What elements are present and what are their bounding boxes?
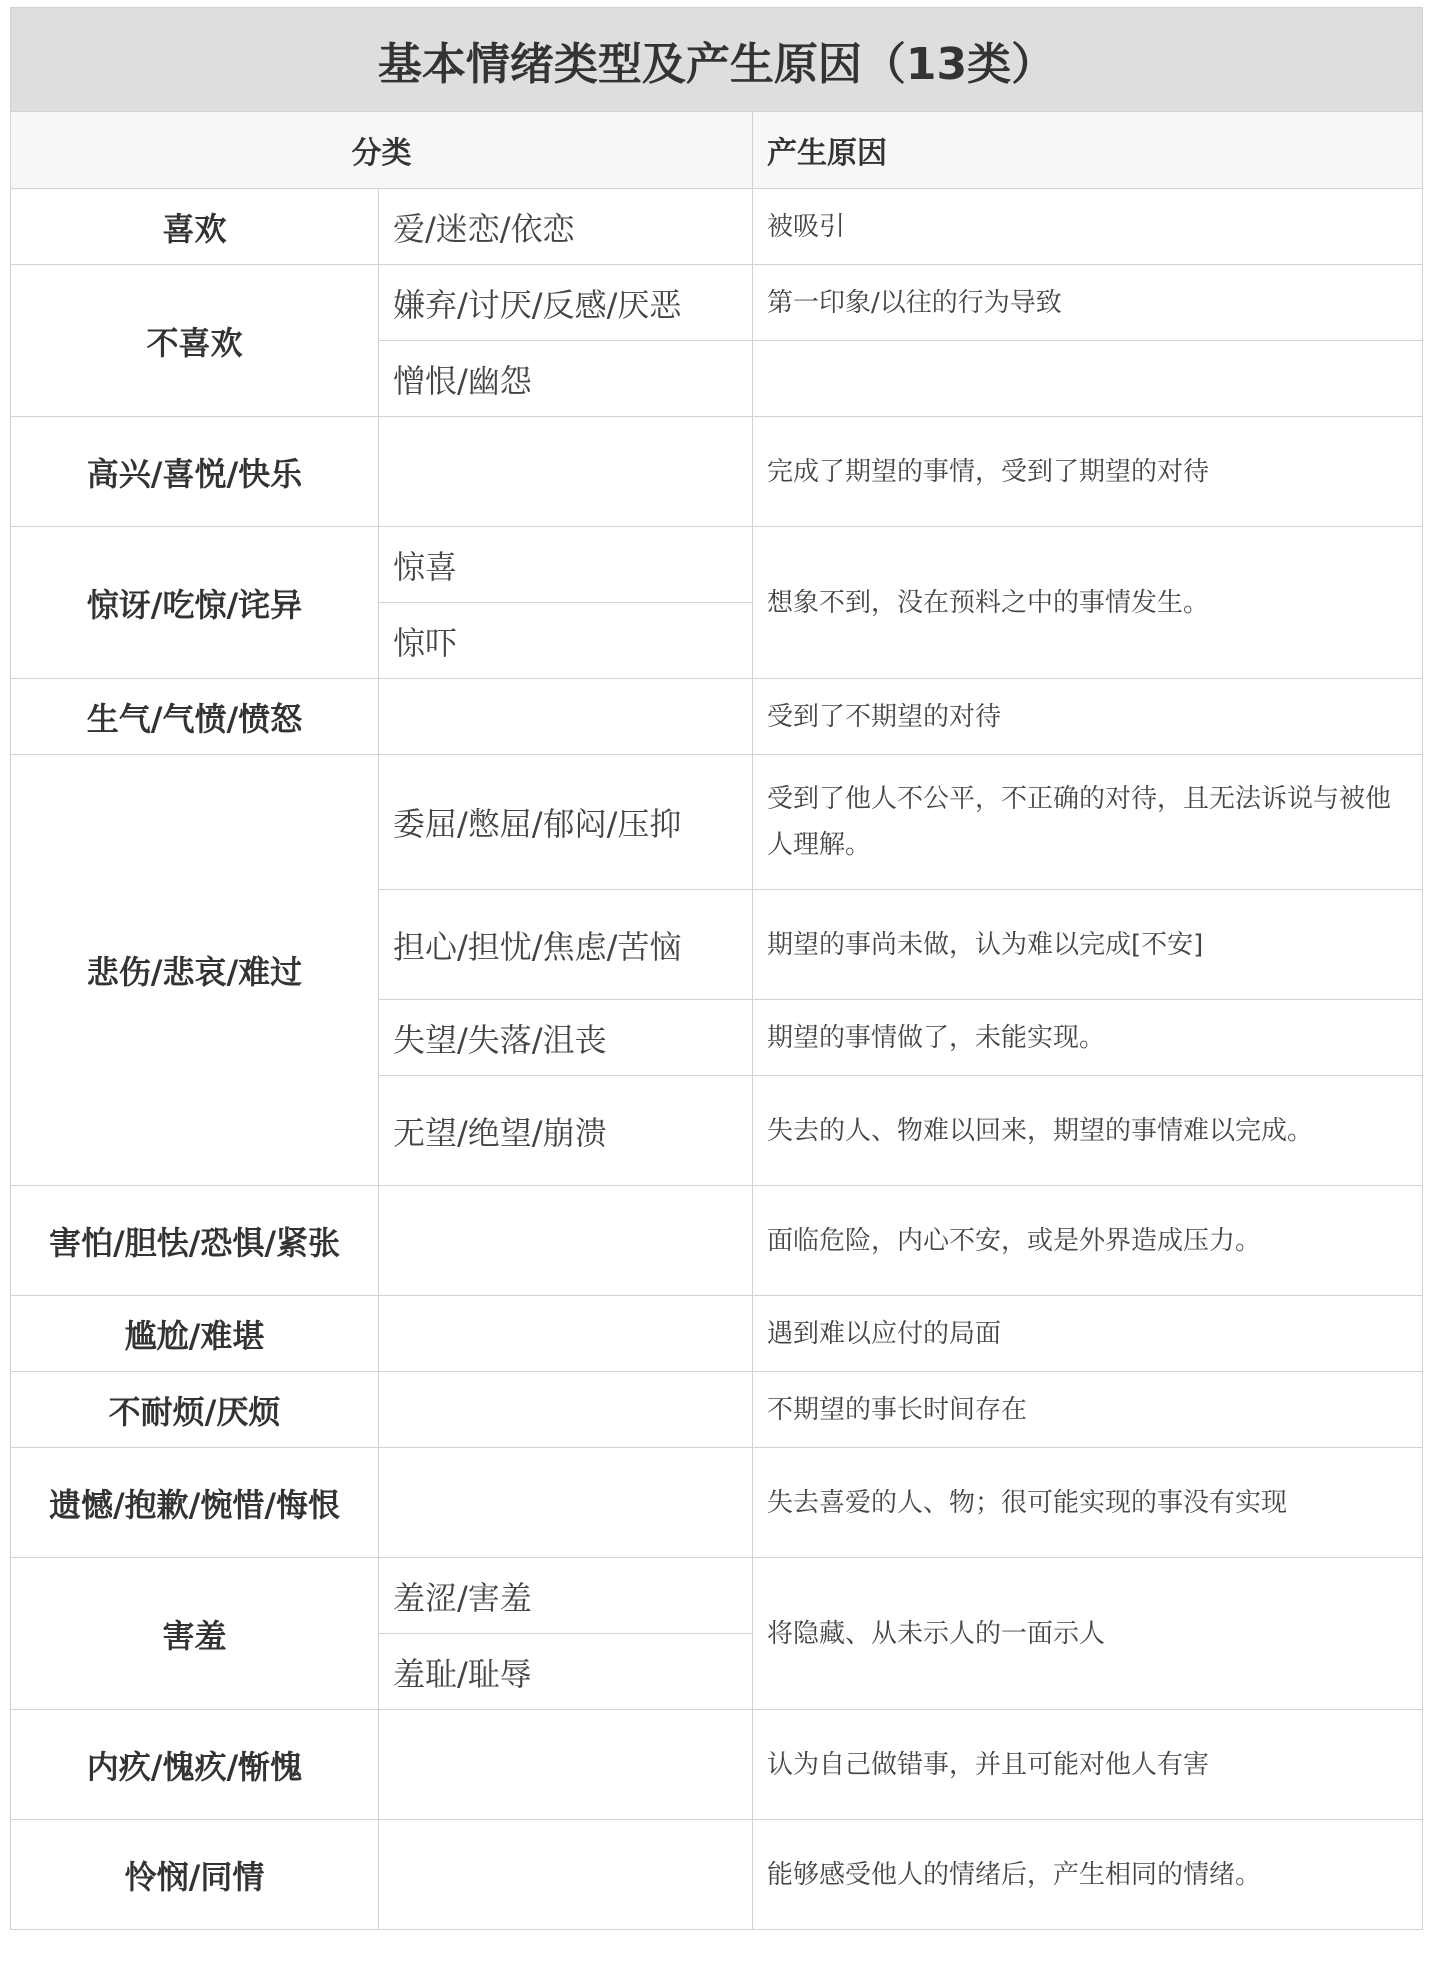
subcategory xyxy=(379,1372,753,1448)
category-name: 悲伤/悲哀/难过 xyxy=(11,755,379,1186)
table-row xyxy=(11,1558,1423,1634)
subcategory: 羞涩/害羞 xyxy=(379,1558,753,1634)
emotion-table-sheet xyxy=(10,7,1422,1930)
reason: 被吸引 xyxy=(753,189,1423,265)
reason: 想象不到，没在预料之中的事情发生。 xyxy=(753,527,1423,679)
reason: 受到了不期望的对待 xyxy=(753,679,1423,755)
subcategory xyxy=(379,1820,753,1930)
category-name: 害怕/胆怯/恐惧/紧张 xyxy=(11,1186,379,1296)
reason: 期望的事尚未做，认为难以完成[不安] xyxy=(753,890,1423,1000)
table-row xyxy=(11,1710,1423,1820)
subcategory xyxy=(379,417,753,527)
table-row xyxy=(11,755,1423,890)
emotion-table xyxy=(10,7,1423,1930)
table-row xyxy=(11,1372,1423,1448)
reason: 面临危险，内心不安，或是外界造成压力。 xyxy=(753,1186,1423,1296)
reason: 受到了他人不公平，不正确的对待，且无法诉说与被他人理解。 xyxy=(753,755,1423,890)
subcategory xyxy=(379,1186,753,1296)
category-name: 不耐烦/厌烦 xyxy=(11,1372,379,1448)
category-name: 内疚/愧疚/惭愧 xyxy=(11,1710,379,1820)
subcategory: 嫌弃/讨厌/反感/厌恶 xyxy=(379,265,753,341)
subcategory xyxy=(379,1296,753,1372)
table-row xyxy=(11,1186,1423,1296)
subcategory: 无望/绝望/崩溃 xyxy=(379,1076,753,1186)
table-row xyxy=(11,265,1423,341)
reason: 不期望的事长时间存在 xyxy=(753,1372,1423,1448)
subcategory: 羞耻/耻辱 xyxy=(379,1634,753,1710)
table-title: 基本情绪类型及产生原因（13类） xyxy=(11,8,1423,112)
header-category: 分类 xyxy=(11,112,753,189)
category-name: 高兴/喜悦/快乐 xyxy=(11,417,379,527)
category-name: 喜欢 xyxy=(11,189,379,265)
reason: 认为自己做错事，并且可能对他人有害 xyxy=(753,1710,1423,1820)
subcategory: 惊吓 xyxy=(379,603,753,679)
reason: 期望的事情做了，未能实现。 xyxy=(753,1000,1423,1076)
table-row xyxy=(11,1448,1423,1558)
table-row xyxy=(11,189,1423,265)
table-row xyxy=(11,1296,1423,1372)
reason: 将隐藏、从未示人的一面示人 xyxy=(753,1558,1423,1710)
reason: 失去的人、物难以回来，期望的事情难以完成。 xyxy=(753,1076,1423,1186)
category-name: 尴尬/难堪 xyxy=(11,1296,379,1372)
category-name: 惊讶/吃惊/诧异 xyxy=(11,527,379,679)
subcategory: 憎恨/幽怨 xyxy=(379,341,753,417)
table-row xyxy=(11,417,1423,527)
table-row xyxy=(11,679,1423,755)
subcategory: 委屈/憋屈/郁闷/压抑 xyxy=(379,755,753,890)
subcategory: 担心/担忧/焦虑/苦恼 xyxy=(379,890,753,1000)
subcategory: 惊喜 xyxy=(379,527,753,603)
category-name: 遗憾/抱歉/惋惜/悔恨 xyxy=(11,1448,379,1558)
category-name: 害羞 xyxy=(11,1558,379,1710)
reason: 能够感受他人的情绪后，产生相同的情绪。 xyxy=(753,1820,1423,1930)
table-row xyxy=(11,1820,1423,1930)
subcategory xyxy=(379,679,753,755)
reason: 第一印象/以往的行为导致 xyxy=(753,265,1423,341)
subcategory: 失望/失落/沮丧 xyxy=(379,1000,753,1076)
subcategory xyxy=(379,1448,753,1558)
subcategory: 爱/迷恋/依恋 xyxy=(379,189,753,265)
category-name: 怜悯/同情 xyxy=(11,1820,379,1930)
reason: 完成了期望的事情，受到了期望的对待 xyxy=(753,417,1423,527)
reason: 失去喜爱的人、物；很可能实现的事没有实现 xyxy=(753,1448,1423,1558)
table-row xyxy=(11,527,1423,603)
category-name: 生气/气愤/愤怒 xyxy=(11,679,379,755)
reason xyxy=(753,341,1423,417)
subcategory xyxy=(379,1710,753,1820)
category-name: 不喜欢 xyxy=(11,265,379,417)
reason: 遇到难以应付的局面 xyxy=(753,1296,1423,1372)
header-reason: 产生原因 xyxy=(753,112,1423,189)
